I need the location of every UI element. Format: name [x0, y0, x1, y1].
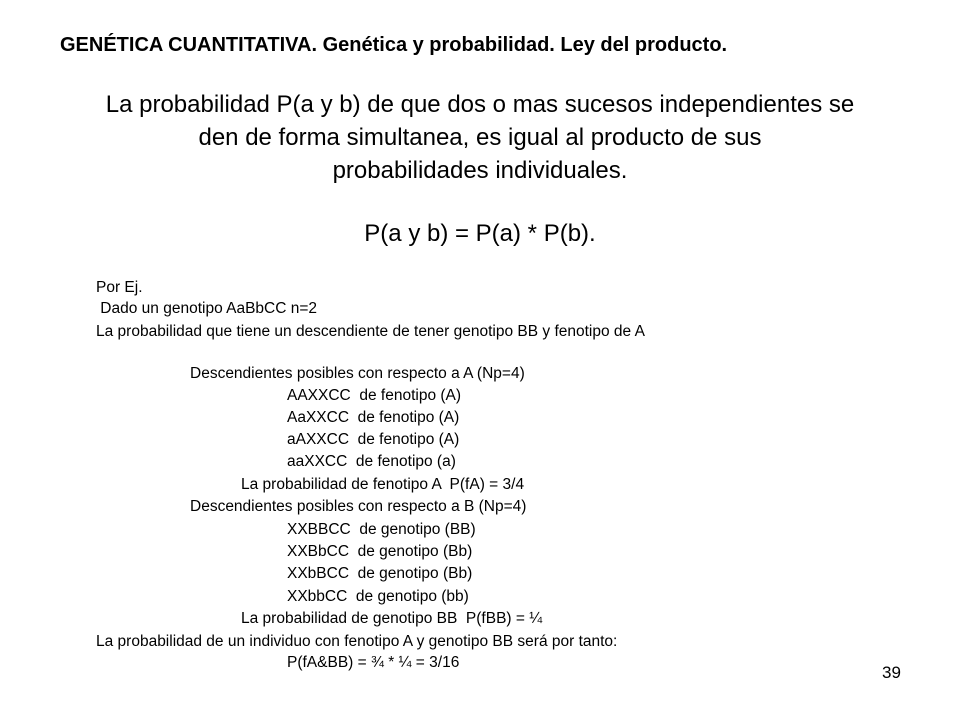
offspring-b-item: XXBbCC de genotipo (Bb) [287, 543, 473, 560]
example-genotype: Dado un genotipo AaBbCC n=2 [96, 300, 318, 317]
offspring-a-heading: Descendientes posibles con respecto a A (Np=4) [190, 365, 525, 382]
offspring-a-item: aaXXCC de fenotipo (a) [287, 453, 456, 470]
combined-probability-statement: La probabilidad de un individuo con fenotipo A y genotipo BB será por tanto: [96, 633, 618, 650]
product-law-formula: P(a y b) = P(a) * P(b). [364, 220, 596, 247]
lead-line-1: La probabilidad P(a y b) de que dos o mas sucesos independientes se [105, 91, 855, 118]
offspring-b-item: XXBBCC de genotipo (BB) [287, 521, 476, 538]
probability-genotype-bb: La probabilidad de genotipo BB P(fBB) = ¼ [241, 610, 543, 627]
lead-line-2: den de forma simultanea, es igual al producto de sus [198, 124, 762, 151]
lead-line-3: probabilidades individuales. [332, 157, 628, 184]
example-intro: Por Ej. [96, 279, 143, 296]
offspring-b-item: XXbbCC de genotipo (bb) [287, 588, 469, 605]
page-number: 39 [882, 663, 901, 682]
offspring-a-item: aAXXCC de fenotipo (A) [287, 431, 460, 448]
slide-title: GENÉTICA CUANTITATIVA. Genética y probabilidad. Ley del producto. [60, 34, 728, 56]
combined-probability-result: P(fA&BB) = ¾ * ¼ = 3/16 [287, 654, 460, 671]
offspring-b-heading: Descendientes posibles con respecto a B (Np=4) [190, 498, 527, 515]
offspring-b-item: XXbBCC de genotipo (Bb) [287, 565, 473, 582]
probability-phenotype-a: La probabilidad de fenotipo A P(fA) = 3/4 [241, 476, 525, 493]
lead-paragraph [40, 88, 920, 187]
offspring-a-item: AaXXCC de fenotipo (A) [287, 409, 460, 426]
offspring-a-item: AAXXCC de fenotipo (A) [287, 387, 462, 404]
example-question: La probabilidad que tiene un descendiente de tener genotipo BB y fenotipo de A [96, 323, 645, 340]
